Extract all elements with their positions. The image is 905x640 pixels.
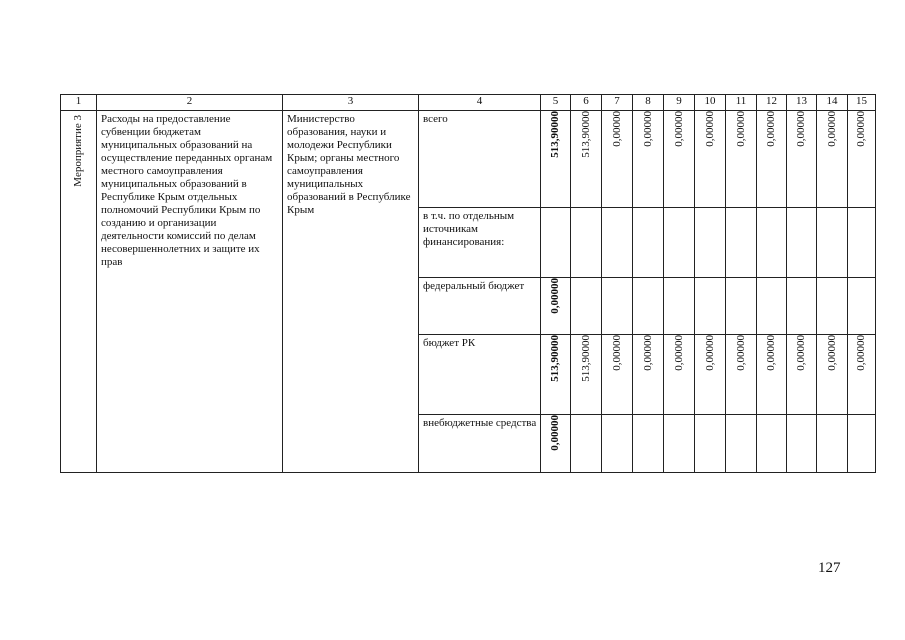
total-cell: [541, 335, 571, 415]
column-number: 12: [757, 95, 787, 111]
year-cell: [695, 208, 726, 278]
source-cell: [419, 415, 541, 473]
year-value: 0,00000: [610, 335, 623, 371]
measure-cell: [61, 111, 97, 473]
year-cell: [787, 415, 817, 473]
year-cell: [602, 335, 633, 415]
year-cell: [664, 111, 695, 208]
year-cell: [757, 278, 787, 335]
source-cell: [419, 335, 541, 415]
year-cell: [817, 111, 848, 208]
year-cell: [571, 111, 602, 208]
year-cell: [726, 208, 757, 278]
column-number: 8: [633, 95, 664, 111]
year-cell: [787, 278, 817, 335]
year-value: 513,90000: [579, 335, 592, 382]
year-cell: [787, 208, 817, 278]
year-cell: [664, 415, 695, 473]
year-cell: [757, 208, 787, 278]
year-cell: [695, 111, 726, 208]
year-value: 0,00000: [641, 111, 654, 147]
source-label: федеральный бюджет: [423, 280, 525, 292]
budget-table: [60, 94, 876, 473]
year-value: 0,00000: [734, 335, 747, 371]
column-number: 15: [848, 95, 876, 111]
executor-text: Министерство образования, науки и молодежи Республики Крым; органы местного самоуправления муниципальных образований в Республике Крым: [287, 113, 411, 216]
total-cell: [541, 208, 571, 278]
year-value: 0,00000: [641, 335, 654, 371]
year-cell: [571, 208, 602, 278]
year-cell: [757, 111, 787, 208]
year-value: 0,00000: [703, 111, 716, 147]
total-value: 0,00000: [549, 278, 561, 314]
source-cell: [419, 278, 541, 335]
year-cell: [787, 335, 817, 415]
table-row: [61, 111, 876, 208]
column-number: 4: [419, 95, 541, 111]
year-value: 0,00000: [855, 111, 867, 147]
total-value: 0,00000: [549, 415, 561, 451]
year-cell: [787, 111, 817, 208]
measure-label: Мероприятие 3: [72, 115, 84, 187]
year-value: 0,00000: [765, 111, 777, 147]
year-value: 0,00000: [703, 335, 716, 371]
total-cell: [541, 278, 571, 335]
year-cell: [602, 208, 633, 278]
year-cell: [602, 111, 633, 208]
year-cell: [726, 111, 757, 208]
executor-cell: [283, 111, 419, 473]
column-number: 7: [602, 95, 633, 111]
year-cell: [726, 335, 757, 415]
column-number: 5: [541, 95, 571, 111]
year-value: 0,00000: [825, 111, 838, 147]
year-value: 0,00000: [672, 111, 685, 147]
source-label: бюджет РК: [423, 337, 476, 349]
year-cell: [633, 278, 664, 335]
year-cell: [757, 415, 787, 473]
year-cell: [633, 208, 664, 278]
year-cell: [848, 415, 876, 473]
total-cell: [541, 415, 571, 473]
total-value: 513,90000: [549, 335, 561, 382]
year-cell: [571, 335, 602, 415]
column-number: 6: [571, 95, 602, 111]
year-cell: [848, 335, 876, 415]
column-number: 13: [787, 95, 817, 111]
year-value: 0,00000: [765, 335, 777, 371]
year-value: 0,00000: [855, 335, 867, 371]
source-cell: [419, 208, 541, 278]
column-number: 9: [664, 95, 695, 111]
year-cell: [571, 278, 602, 335]
column-number-row: [61, 95, 876, 111]
column-number: 3: [283, 95, 419, 111]
year-cell: [817, 335, 848, 415]
year-cell: [817, 278, 848, 335]
column-number: 10: [695, 95, 726, 111]
total-cell: [541, 111, 571, 208]
year-cell: [817, 208, 848, 278]
year-value: 0,00000: [825, 335, 838, 371]
total-value: 513,90000: [549, 111, 561, 158]
year-value: 0,00000: [734, 111, 747, 147]
description-cell: [97, 111, 283, 473]
year-cell: [695, 278, 726, 335]
year-cell: [757, 335, 787, 415]
year-cell: [848, 111, 876, 208]
year-cell: [633, 111, 664, 208]
source-cell: [419, 111, 541, 208]
year-cell: [602, 278, 633, 335]
year-value: 0,00000: [795, 111, 807, 147]
year-value: 513,90000: [579, 111, 592, 158]
year-cell: [602, 415, 633, 473]
year-cell: [848, 278, 876, 335]
page-number: 127: [818, 560, 841, 576]
source-label: в т.ч. по отдельным источникам финансирования:: [423, 210, 515, 248]
year-cell: [695, 335, 726, 415]
year-cell: [633, 415, 664, 473]
year-cell: [817, 415, 848, 473]
year-cell: [633, 335, 664, 415]
year-value: 0,00000: [795, 335, 807, 371]
year-cell: [664, 208, 695, 278]
year-cell: [726, 278, 757, 335]
column-number: 1: [61, 95, 97, 111]
year-value: 0,00000: [672, 335, 685, 371]
year-cell: [695, 415, 726, 473]
measure-description: Расходы на предоставление субвенции бюджетам муниципальных образований на осуществление переданных органам местного самоуправления муниципальных образований в Республике Крым отдельных полномочий Республики Крым по созданию и организации деятельности комиссий по делам несовершеннолетних и защите их прав: [101, 113, 273, 268]
year-cell: [848, 208, 876, 278]
source-label: внебюджетные средства: [423, 417, 537, 429]
year-value: 0,00000: [610, 111, 623, 147]
column-number: 2: [97, 95, 283, 111]
year-cell: [726, 415, 757, 473]
year-cell: [571, 415, 602, 473]
column-number: 11: [726, 95, 757, 111]
column-number: 14: [817, 95, 848, 111]
source-label: всего: [423, 113, 448, 125]
year-cell: [664, 335, 695, 415]
year-cell: [664, 278, 695, 335]
